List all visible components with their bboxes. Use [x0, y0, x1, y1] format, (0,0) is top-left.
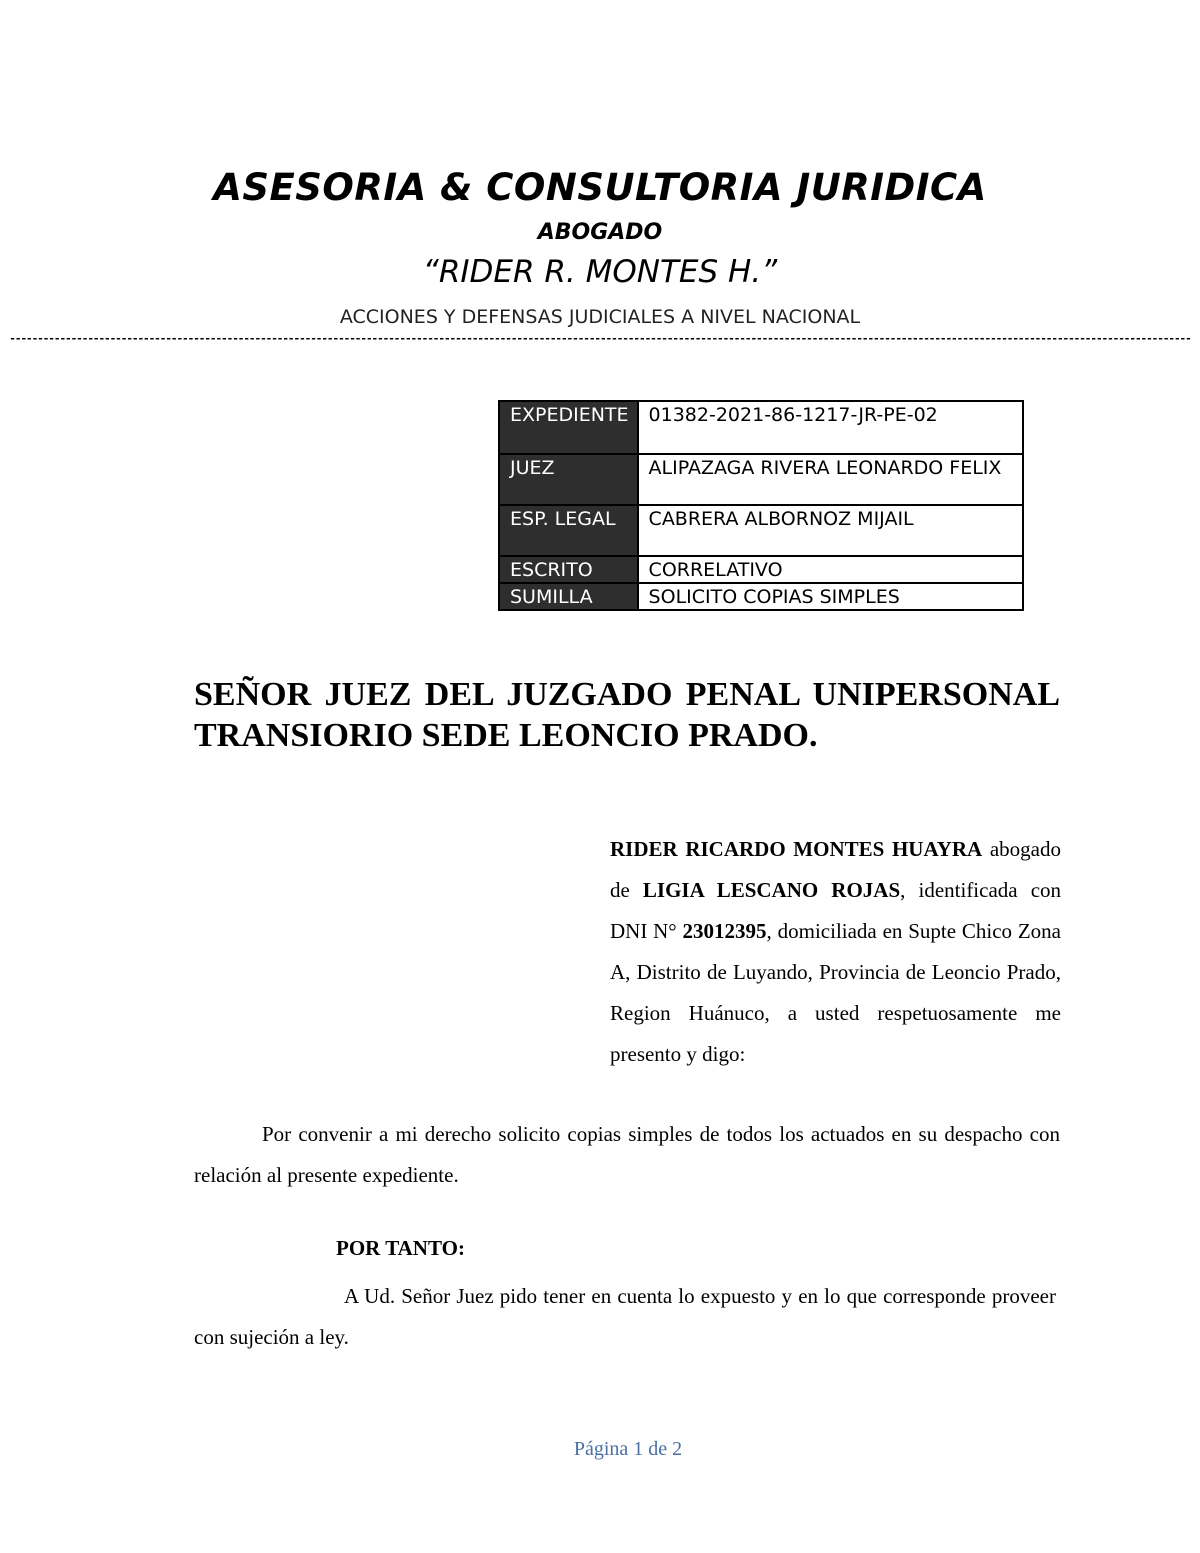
request-paragraph — [194, 1114, 1060, 1196]
table-row — [499, 556, 1023, 583]
case-label-esp-legal: ESP. LEGAL — [499, 505, 638, 556]
table-row — [499, 583, 1023, 610]
closing-paragraph — [194, 1276, 1056, 1358]
case-label-sumilla: SUMILLA — [499, 583, 638, 610]
intro-text-1: abogado de — [610, 837, 1062, 902]
dni-number: 23012395 — [682, 919, 767, 943]
table-row — [499, 454, 1023, 505]
case-label-juez: JUEZ — [499, 454, 638, 505]
page-number: Página 1 de 2 — [573, 1438, 683, 1460]
firm-services: ACCIONES Y DEFENSAS JUDICIALES A NIVEL NACIONAL — [339, 306, 861, 328]
lawyer-name: “RIDER R. MONTES H.” — [422, 254, 778, 290]
case-value-esp-legal: CABRERA ALBORNOZ MIJAIL — [638, 505, 1023, 556]
intro-paragraph — [610, 829, 1061, 1075]
firm-name: ASESORIA & CONSULTORIA JURIDICA — [213, 166, 987, 209]
firm-role: ABOGADO — [537, 220, 663, 245]
closing-text: A Ud. Señor Juez pido tener en cuenta lo expuesto y en lo que corresponde proveer con sujeción a ley. — [194, 1284, 1056, 1349]
case-label-escrito: ESCRITO — [499, 556, 638, 583]
lawyer-full-name: RIDER RICARDO MONTES HUAYRA — [610, 837, 983, 861]
addressee-heading: SEÑOR JUEZ DEL JUZGADO PENAL UNIPERSONAL TRANSIORIO SEDE LEONCIO PRADO. — [194, 676, 1060, 754]
case-info-table — [498, 400, 1024, 611]
case-label-expediente: EXPEDIENTE — [499, 401, 638, 454]
table-row — [499, 401, 1023, 454]
table-row — [499, 505, 1023, 556]
intro-text-3: , domiciliada en Supte Chico Zona A, Distrito de Luyando, Provincia de Leoncio Prado, Region Huánuco, a usted respetuosamente me presento y digo: — [610, 919, 1062, 1066]
case-value-sumilla: SOLICITO COPIAS SIMPLES — [638, 583, 1023, 610]
case-value-juez: ALIPAZAGA RIVERA LEONARDO FELIX — [638, 454, 1023, 505]
intro-text-2: , identificada con DNI N° — [610, 878, 1062, 943]
client-name: LIGIA LESCANO ROJAS — [642, 878, 901, 902]
request-text: Por convenir a mi derecho solicito copias simples de todos los actuados en su despacho con relación al presente expediente. — [194, 1122, 1060, 1187]
por-tanto-heading: POR TANTO: — [336, 1236, 465, 1260]
case-value-escrito: CORRELATIVO — [638, 556, 1023, 583]
case-value-expediente: 01382-2021-86-1217-JR-PE-02 — [638, 401, 1023, 454]
header-divider: -------------------------------------------------------------------------------------------------------------------------------------------------------------------------------------------------------------------- — [9, 332, 1191, 345]
